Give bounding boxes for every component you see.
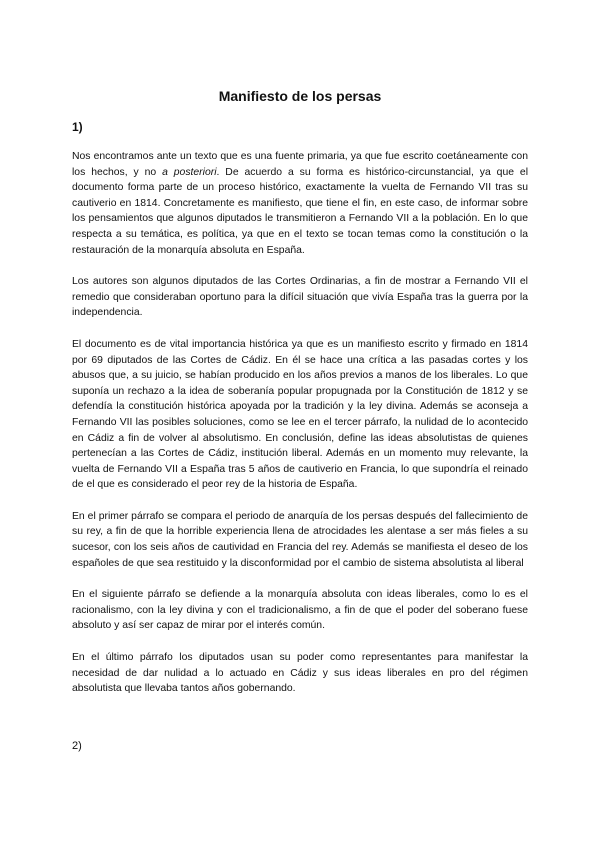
paragraph-classification-emphasis: a posteriori — [162, 166, 217, 178]
paragraph-second-section: En el siguiente párrafo se defiende a la monarquía absoluta con ideas liberales, como lo es el racionalismo, con la ley divina y con el tradicionalismo, a fin de que el poder del soberano fuese absoluto y así ser capaz de mirar por el interés común. — [72, 589, 528, 632]
paragraph-classification-text-a: Nos encontramos ante un texto que es una fuente primaria, ya que fue escrito coetáneamente con los hechos, y no — [72, 151, 528, 178]
paragraph-classification-text-b: . De acuerdo a su forma es histórico-circunstancial, ya que el documento forma parte de un proceso histórico, exactamente la vuelta de Fernando VII tras su cautiverio en 1814. Concretamente es manifiesto, que tiene el fin, en este caso, de informar sobre los pensamientos que algunos diputados le transmitieron a Fernando VII a la población. En lo que respecta a su temática, es política, ya que en el texto se tocan temas como la constitución o la restauración de la monarquía absoluta en España. — [72, 166, 529, 256]
paragraph-importance: El documento es de vital importancia histórica ya que es un manifiesto escrito y firmado en 1814 por 69 diputados de las Cortes de Cádiz. En él se hace una crítica a las pasadas cortes y los abusos que, a su juicio, se habían producido en los años previos a manos de los liberales. Lo que suponía un rechazo a la idea de soberanía popular propugnada por la Constitución de 1812 y se defendía la constitución histórica apoyada por la tradición y la ley divina. Además se aconseja a Fernando VII las posibles soluciones, como se lee en el tercer párrafo, la nulidad de lo acontecido en Cádiz a fin de volver al absolutismo. En conclusión, define las ideas absolutistas de quienes pertenecían a las Cortes de Cádiz, institución liberal. Además en un momento muy relevante, la vuelta de Fernando VII a España tras 5 años de cautiverio en Francia, lo que supondría el reinado de el que es considerado el peor rey de la historia de España. — [72, 338, 528, 491]
document-page — [72, 80, 528, 753]
paragraph-first-section: En el primer párrafo se compara el periodo de anarquía de los persas después del fallecimiento de su rey, a fin de que la horrible experiencia llena de atrocidades les alentase a ser más fieles a su sucesor, con los seis años de cautividad en Francia del rey. Además se manifiesta el deseo de los españoles de que sea restituido y la disconformidad por el cambio de sistema absolutista al liberal — [72, 510, 528, 569]
document-title: Manifiesto de los persas — [218, 88, 382, 104]
paragraph-last-section: En el último párrafo los diputados usan su poder como representantes para manifestar la necesidad de dar nulidad a lo actuado en Cádiz y sus ideas liberales en pro del régimen absolutista que llevaba tantos años gobernando. — [72, 652, 528, 695]
section-1-heading: 1) — [72, 120, 83, 134]
section-2-heading: 2) — [72, 739, 82, 752]
paragraph-classification — [72, 149, 528, 258]
paragraph-authors: Los autores son algunos diputados de las Cortes Ordinarias, a fin de mostrar a Fernando VII el remedio que consideraban oportuno para la difícil situación que vivía España tras la guerra por la independencia. — [72, 276, 528, 319]
